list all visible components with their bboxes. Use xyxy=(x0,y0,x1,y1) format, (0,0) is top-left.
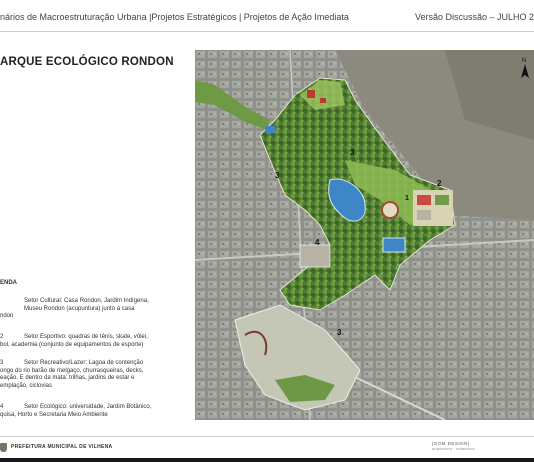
sector-label: 1 xyxy=(405,195,409,202)
pond xyxy=(383,238,405,252)
court xyxy=(417,210,431,220)
legend-number: 3 xyxy=(0,360,4,366)
footer-divider xyxy=(0,436,534,437)
header-breadcrumb: nários de Macroestruturação Urbana |Projetos Estratégicos | Projetos de Ação Imediata xyxy=(0,12,349,22)
small-pond xyxy=(265,126,275,133)
legend-line: quisa, Horto e Secretaria Meio Ambiente xyxy=(0,411,108,418)
sector-label: 3 xyxy=(337,328,342,337)
sector-label: 4 xyxy=(315,238,320,247)
legend-item-3 xyxy=(0,360,192,390)
legend-heading: ENDA xyxy=(0,280,18,286)
sector-label: 2 xyxy=(437,179,442,188)
municipality-name: PREFEITURA MUNICIPAL DE VILHENA xyxy=(11,444,113,450)
footer-logo xyxy=(432,440,502,454)
building xyxy=(320,98,326,103)
sector-label: 3 xyxy=(350,148,355,157)
legend-number: 4 xyxy=(0,404,4,410)
svg-text:N: N xyxy=(522,58,527,64)
building xyxy=(307,90,315,98)
office-logo-subtext: arquitetura · urbanismo xyxy=(432,447,476,451)
legend-line: Setor Ecológico: universidade, Jardim Botânico, xyxy=(24,404,152,410)
legend-line: Setor Recreativo/Lazer: Lagoa de contenção xyxy=(24,360,144,366)
amphitheatre xyxy=(382,202,398,218)
sector-label: 3 xyxy=(275,171,280,180)
legend-item-4 xyxy=(0,404,192,419)
legend-line: ndon xyxy=(0,313,14,320)
aerial-map-svg xyxy=(195,50,534,420)
tennis-court xyxy=(417,195,431,205)
office-logo-text: |GOM DESIGN| xyxy=(432,441,470,446)
bottom-strip xyxy=(0,458,534,462)
legend-line: Setor Esportivo: quadras de tênis, skate, vôlei, xyxy=(24,334,148,340)
ecological-sector xyxy=(300,245,330,267)
court xyxy=(435,195,449,205)
legend-item-2 xyxy=(0,334,192,349)
legend-item-1 xyxy=(0,298,192,321)
header-bar xyxy=(0,0,534,32)
legend-line: ongo do rio barão de melgaço, churrasqueiras, decks, xyxy=(0,367,144,374)
version-label: Versão Discussão – JULHO 2 xyxy=(414,12,534,22)
park-masterplan-map xyxy=(195,50,534,420)
legend-line: Setor Cultural: Casa Rondon, Jardim Indígena, xyxy=(24,298,149,304)
footer-municipality xyxy=(0,440,112,454)
legend-line: eação. E dentro da mata: trilhas, jardins de estar e xyxy=(0,375,135,382)
legend-line: emplação, ciclovias xyxy=(0,382,53,389)
legend-number: 2 xyxy=(0,334,4,340)
municipal-crest-icon xyxy=(0,443,7,452)
page-title: ARQUE ECOLÓGICO RONDON xyxy=(0,56,174,68)
legend-line: bol, academia (conjunto de equipamentos de esporte) xyxy=(0,341,144,348)
legend-line: Museu Rondon (acupuntura) junto à casa xyxy=(24,305,135,312)
